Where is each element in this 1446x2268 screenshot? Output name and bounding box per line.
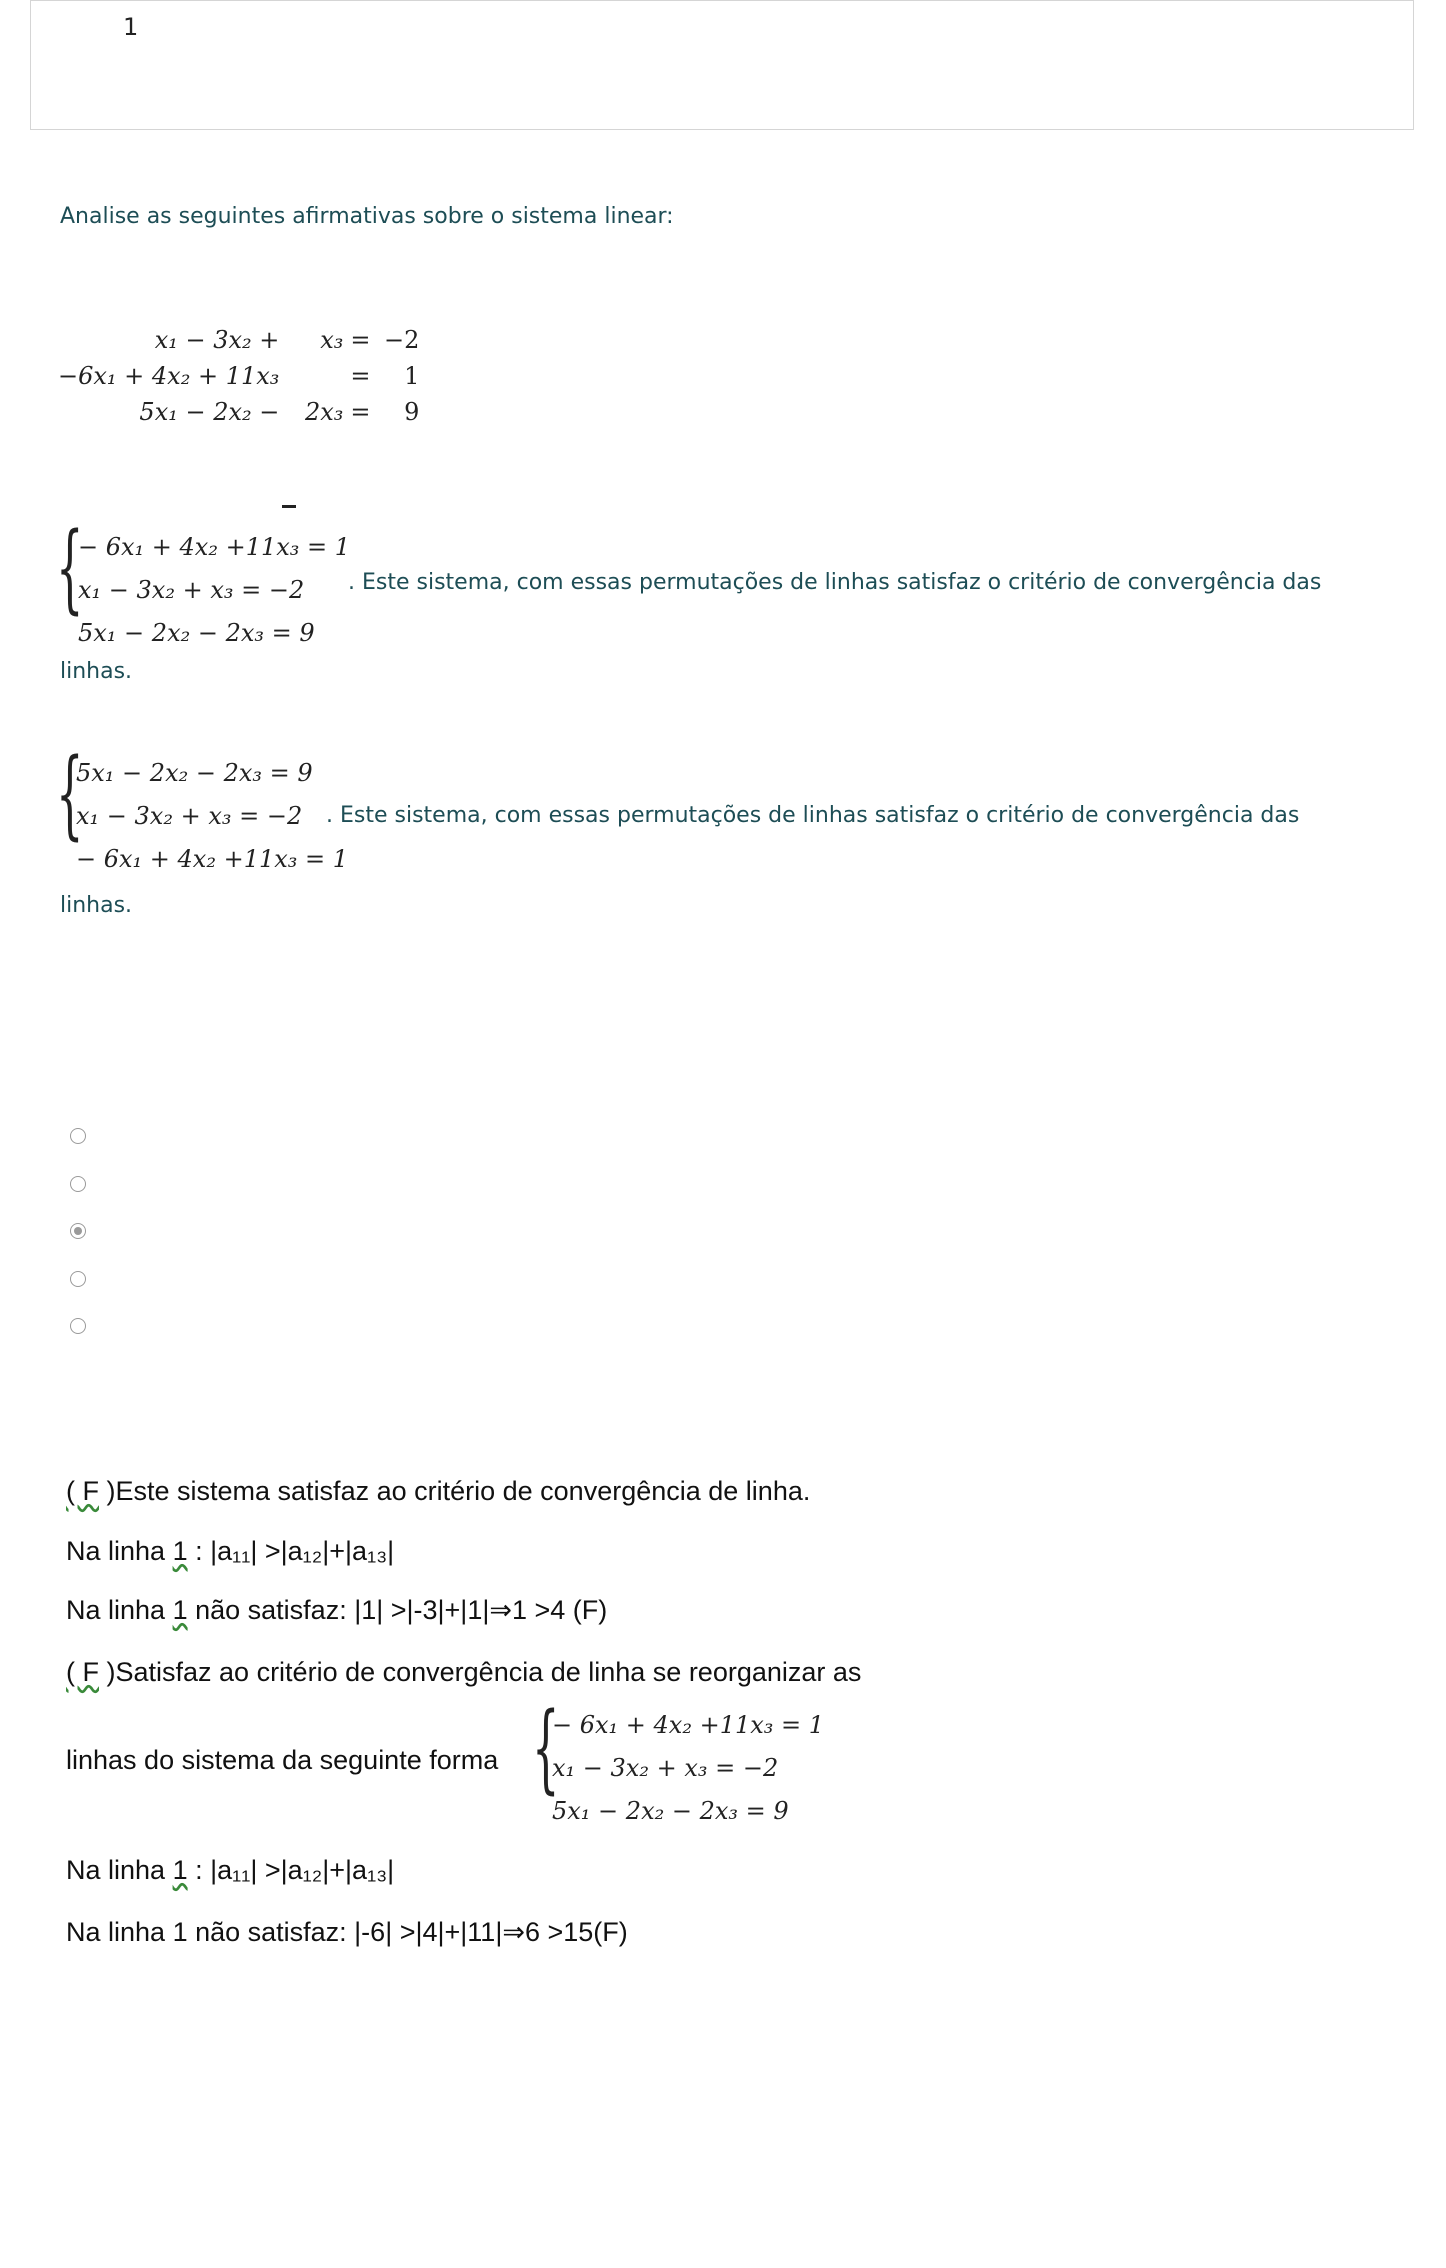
statement-1-eq-1: − 6x₁ + 4x₂ +11x₃ = 1 [78,533,351,561]
system-row-3-lhs: 5x₁ − 2x₂ − [139,398,280,426]
feedback-line-2-prefix: Na linha [66,1536,173,1566]
statement-2-eq-3: − 6x₁ + 4x₂ +11x₃ = 1 [76,845,349,873]
statement-2-brace: { [56,738,84,850]
feedback-eq-2: x₁ − 3x₂ + x₃ = −2 [552,1754,779,1782]
statement-2-system [76,752,348,881]
feedback-line-4-mark: ( F [66,1657,99,1687]
system-row-1-lhs: x₁ − 3x₂ + [154,326,280,354]
feedback-line-3-rest: não satisfaz: |1| >|-3|+|1|⇒1 >4 (F) [187,1595,608,1625]
system-row-3-x3: 2x₃ [304,398,344,426]
question-prompt: Analise as seguintes afirmativas sobre o sistema linear: [60,204,674,229]
feedback-line-6-num: 1 [172,1855,188,1885]
feedback-system [552,1704,824,1833]
system-row-1-x3: x₃ [320,326,344,354]
question-header-box [30,0,1414,130]
answer-option-radio-2[interactable] [70,1176,86,1192]
feedback-line-4-text: )Satisfaz ao critério de convergência de linha se reorganizar as [99,1657,862,1687]
system-row-1-eq: = [350,326,371,354]
statement-1-continuation: linhas. [60,659,133,684]
statement-1-dash-mark [282,505,296,508]
linear-system [58,326,419,426]
feedback-eq-1: − 6x₁ + 4x₂ +11x₃ = 1 [552,1711,825,1739]
answer-option-radio-5[interactable] [70,1318,86,1334]
statement-1-eq-2: x₁ − 3x₂ + x₃ = −2 [78,576,305,604]
feedback-line-3-prefix: Na linha [66,1595,173,1625]
feedback-line-4 [66,1657,861,1688]
system-row-2-lhs: −6x₁ + 4x₂ + 11x₃ [58,362,280,390]
feedback-line-1-text: )Este sistema satisfaz ao critério de convergência de linha. [99,1476,811,1506]
question-number: 1 [123,13,139,41]
system-row-1-rhs: −2 [384,326,420,354]
feedback-line-3-num: 1 [172,1595,188,1625]
feedback-line-6-rest: : |a₁₁| >|a₁₂|+|a₁₃| [187,1855,395,1885]
feedback-line-2-num: 1 [172,1536,188,1566]
statement-2-continuation: linhas. [60,893,133,918]
feedback-line-6 [66,1855,394,1886]
system-row-3-eq: = [350,398,371,426]
statement-1-eq-3: 5x₁ − 2x₂ − 2x₃ = 9 [78,619,315,647]
feedback-line-1 [66,1476,810,1507]
feedback-line-3 [66,1595,607,1626]
system-row-2-rhs: 1 [404,362,420,390]
answer-option-radio-1[interactable] [70,1128,86,1144]
feedback-line-6-prefix: Na linha [66,1855,173,1885]
statement-2-eq-2: x₁ − 3x₂ + x₃ = −2 [76,802,303,830]
statement-2-text: . Este sistema, com essas permutações de linhas satisfaz o critério de convergência das [326,803,1300,828]
feedback-line-2 [66,1536,394,1567]
feedback-line-5-text: linhas do sistema da seguinte forma [66,1745,499,1775]
statement-1-system [78,526,350,655]
feedback-brace: { [532,1692,560,1804]
feedback-eq-3: 5x₁ − 2x₂ − 2x₃ = 9 [552,1797,789,1825]
answer-option-radio-3[interactable] [70,1223,86,1239]
answer-option-radio-4[interactable] [70,1271,86,1287]
statement-2-eq-1: 5x₁ − 2x₂ − 2x₃ = 9 [76,759,313,787]
feedback-line-7: Na linha 1 não satisfaz: |-6| >|4|+|11|⇒6 >15(F) [66,1917,628,1947]
statement-1-brace: { [56,512,84,624]
system-row-3-rhs: 9 [404,398,420,426]
feedback-line-2-rest: : |a₁₁| >|a₁₂|+|a₁₃| [187,1536,395,1566]
statement-1-text: . Este sistema, com essas permutações de linhas satisfaz o critério de convergência das [348,570,1322,595]
system-row-2-eq: = [350,362,371,390]
feedback-line-1-mark: ( F [66,1476,99,1506]
